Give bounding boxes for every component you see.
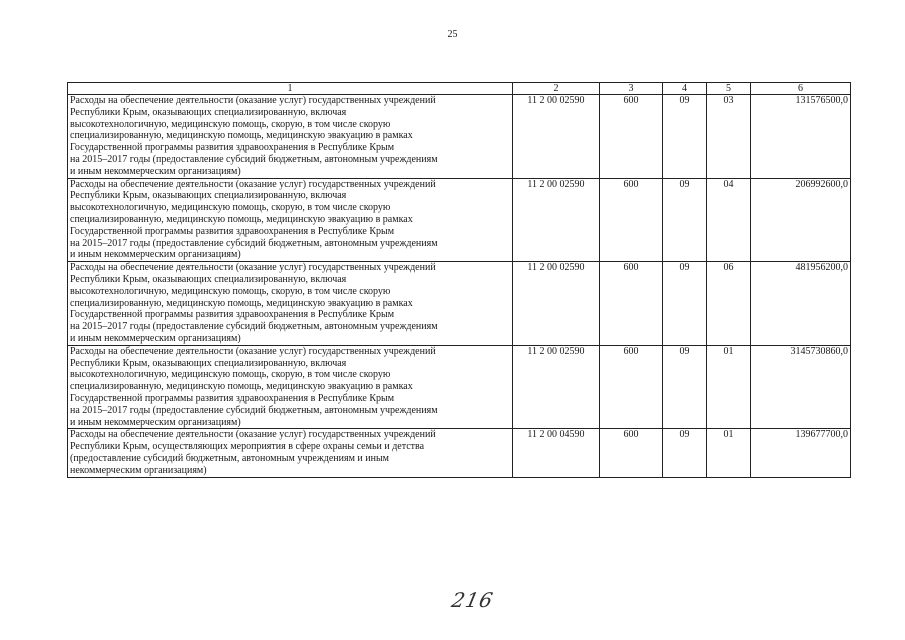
- row-expense-type: 600: [600, 95, 663, 179]
- row-section: 09: [663, 95, 707, 179]
- row-section: 09: [663, 345, 707, 429]
- table-row: [68, 95, 851, 179]
- row-description: Расходы на обеспечение деятельности (оказание услуг) государственных учреждений Республики Крым, осуществляющих мероприятия в сфере охраны семьи и детства (предоставление субсидий бюджетным, автономным учреждениям и иным некоммерческим организациям): [68, 429, 513, 477]
- table-row: [68, 345, 851, 429]
- row-description: Расходы на обеспечение деятельности (оказание услуг) государственных учреждений Республики Крым, оказывающих специализированную, включая высокотехнологичную, медицинскую помощь, скорую, в том числе скорую специализированную, медицинскую помощь, медицинскую эвакуацию в рамках Государственной программы развития здравоохранения в Республике Крым на 2015–2017 годы (предоставление субсидий бюджетным, автономным учреждениям и иным некоммерческим организациям): [68, 262, 513, 346]
- row-amount: 206992600,0: [751, 178, 851, 262]
- table-header-row: [68, 83, 851, 95]
- budget-table: [67, 82, 851, 478]
- row-section: 09: [663, 178, 707, 262]
- row-subsection: 03: [707, 95, 751, 179]
- row-amount: 481956200,0: [751, 262, 851, 346]
- row-description: Расходы на обеспечение деятельности (оказание услуг) государственных учреждений Республики Крым, оказывающих специализированную, включая высокотехнологичную, медицинскую помощь, скорую, в том числе скорую специализированную, медицинскую помощь, медицинскую эвакуацию в рамках Государственной программы развития здравоохранения в Республике Крым на 2015–2017 годы (предоставление субсидий бюджетным, автономным учреждениям и иным некоммерческим организациям): [68, 345, 513, 429]
- column-header: 4: [663, 83, 707, 95]
- column-header: 2: [513, 83, 600, 95]
- row-section: 09: [663, 429, 707, 477]
- row-expense-type: 600: [600, 262, 663, 346]
- row-target-code: 11 2 00 02590: [513, 345, 600, 429]
- row-target-code: 11 2 00 02590: [513, 262, 600, 346]
- row-subsection: 01: [707, 429, 751, 477]
- row-target-code: 11 2 00 04590: [513, 429, 600, 477]
- row-target-code: 11 2 00 02590: [513, 95, 600, 179]
- row-expense-type: 600: [600, 345, 663, 429]
- column-header: 3: [600, 83, 663, 95]
- row-description: Расходы на обеспечение деятельности (оказание услуг) государственных учреждений Республики Крым, оказывающих специализированную, включая высокотехнологичную, медицинскую помощь, скорую, в том числе скорую специализированную, медицинскую помощь, медицинскую эвакуацию в рамках Государственной программы развития здравоохранения в Республике Крым на 2015–2017 годы (предоставление субсидий бюджетным, автономным учреждениям и иным некоммерческим организациям): [68, 178, 513, 262]
- row-subsection: 06: [707, 262, 751, 346]
- row-description: Расходы на обеспечение деятельности (оказание услуг) государственных учреждений Республики Крым, оказывающих специализированную, включая высокотехнологичную, медицинскую помощь, скорую, в том числе скорую специализированную, медицинскую помощь, медицинскую эвакуацию в рамках Государственной программы развития здравоохранения в Республике Крым на 2015–2017 годы (предоставление субсидий бюджетным, автономным учреждениям и иным некоммерческим организациям): [68, 95, 513, 179]
- row-amount: 131576500,0: [751, 95, 851, 179]
- row-target-code: 11 2 00 02590: [513, 178, 600, 262]
- row-subsection: 04: [707, 178, 751, 262]
- handwritten-page-note: 216: [449, 588, 496, 612]
- page-number: 25: [447, 29, 458, 40]
- column-header: 5: [707, 83, 751, 95]
- row-section: 09: [663, 262, 707, 346]
- table-row: [68, 262, 851, 346]
- column-header: 6: [751, 83, 851, 95]
- table-row: [68, 429, 851, 477]
- row-subsection: 01: [707, 345, 751, 429]
- row-expense-type: 600: [600, 178, 663, 262]
- table-row: [68, 178, 851, 262]
- row-expense-type: 600: [600, 429, 663, 477]
- row-amount: 3145730860,0: [751, 345, 851, 429]
- row-amount: 139677700,0: [751, 429, 851, 477]
- column-header: 1: [68, 83, 513, 95]
